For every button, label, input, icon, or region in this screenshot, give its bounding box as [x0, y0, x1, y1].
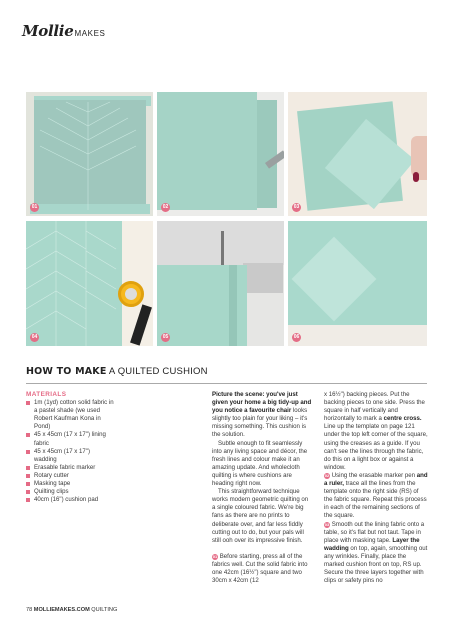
page-number: 78 — [26, 607, 33, 613]
step-emphasis: centre cross. — [383, 415, 422, 423]
layered-fabric — [157, 92, 257, 210]
list-item: Masking tape — [26, 480, 114, 488]
step-photo-grid — [26, 92, 427, 346]
step-badge: 02 — [162, 204, 169, 210]
materials-column — [26, 391, 114, 504]
materials-list — [26, 399, 114, 504]
title-rest: A QUILTED CUSHION — [106, 366, 208, 377]
intro-paragraph — [212, 391, 312, 440]
fabric-seam — [229, 265, 237, 346]
step-text: Using the erasable marker pen — [330, 471, 417, 479]
body-paragraph: This straightforward technique works modern geometric quilting on a single coloured fabric. We're big fans as there are no prints to deliberate over, and far less fiddly cutting out to do, but your pals will still ooh over its impressive finish. — [212, 488, 309, 544]
step-photo-3 — [288, 92, 427, 216]
step-text: Smooth out the lining fabric onto a table, so it's flat but not taut. Tape in place with masking tape. — [324, 520, 425, 544]
list-item: Erasable fabric marker — [26, 464, 114, 472]
article-title — [26, 366, 208, 377]
step-badge: 04 — [31, 334, 38, 340]
logo-caps-text: MAKES — [74, 29, 106, 38]
step-number: 02 — [324, 472, 330, 478]
step-photo-6 — [288, 221, 427, 346]
fabric-edge — [257, 100, 277, 208]
step-2 — [324, 472, 428, 521]
step-number: 01 — [212, 553, 218, 559]
step-text: on top, again, smoothing out any wrinkles. Finally, place the marked cushion front on top, RS up. Secure the three layers together with clips or safety pins no — [324, 544, 428, 585]
step-number: 03 — [324, 521, 330, 527]
list-item: 45 x 45cm (17 x 17") lining fabric — [26, 431, 114, 447]
page-footer — [26, 607, 117, 613]
step-3 — [324, 521, 428, 586]
list-item: Rotary cutter — [26, 472, 114, 480]
intro-lead: Picture the scene: you've just given your home a big tidy-up and you notice a favourite chair — [212, 391, 312, 415]
body-paragraph: Subtle enough to fit seamlessly into any living space and décor, the fresh lines and colour make it an amazing update. And wholecloth quilting is where cushions are heading right now. — [212, 439, 308, 488]
step-photo-5 — [157, 221, 284, 346]
steps-column — [324, 391, 428, 585]
step-badge: 06 — [293, 334, 300, 340]
rotary-blade — [125, 288, 137, 300]
list-item: 1m (1yd) cotton solid fabric in a pastel shade (we used Robert Kaufman Kona in Pond) — [26, 399, 114, 431]
intro-column — [212, 391, 312, 585]
step-badge: 01 — [31, 204, 38, 210]
needle-plate — [243, 263, 283, 293]
marked-lines — [26, 92, 153, 216]
step-emphasis: and a ruler, — [324, 471, 428, 488]
footer-site: MOLLIEMAKES.COM — [33, 607, 90, 613]
materials-heading: MATERIALS — [26, 391, 67, 398]
painted-nail — [413, 172, 419, 182]
step-photo-2 — [157, 92, 284, 216]
step-photo-4 — [26, 221, 153, 346]
title-bold: HOW TO MAKE — [26, 366, 107, 377]
step-text: Line up the template on page 121 under the top left corner of the square, using the creases as a guide. If you can't see the lines through the fabric, do this on a light box or against a window. — [324, 423, 428, 471]
list-item: 45 x 45cm (17 x 17") wadding — [26, 448, 114, 464]
magazine-logo — [22, 22, 105, 44]
title-divider — [26, 383, 427, 384]
step-1 — [212, 553, 312, 585]
footer-section: QUILTING — [91, 607, 118, 613]
step-text: trace all the lines from the template onto the right side (RS) of the fabric square. Repeat this process in each of the remaining sections of the square. — [324, 480, 427, 520]
step-text: x 16½") backing pieces. Put the backing pieces to one side. Press the square in half vertically and horizontally to mark a — [324, 391, 425, 423]
intro-text: looks slightly too plain for your liking – it's missing something. This cushion is the solution. — [212, 407, 308, 439]
step-1-continued — [324, 391, 428, 472]
step-emphasis: Layer the wadding — [324, 536, 420, 552]
step-badge: 03 — [293, 204, 300, 210]
list-item: Quilting clips — [26, 488, 114, 496]
list-item: 40cm (16") cushion pad — [26, 496, 114, 504]
step-text: Before starting, press all of the fabrics well. Cut the solid fabric into one 42cm (16½") square and two 30cm x 42cm (12 — [212, 552, 308, 585]
step-badge: 05 — [162, 334, 169, 340]
logo-script-text: Mollie — [22, 22, 74, 40]
step-photo-1 — [26, 92, 153, 216]
